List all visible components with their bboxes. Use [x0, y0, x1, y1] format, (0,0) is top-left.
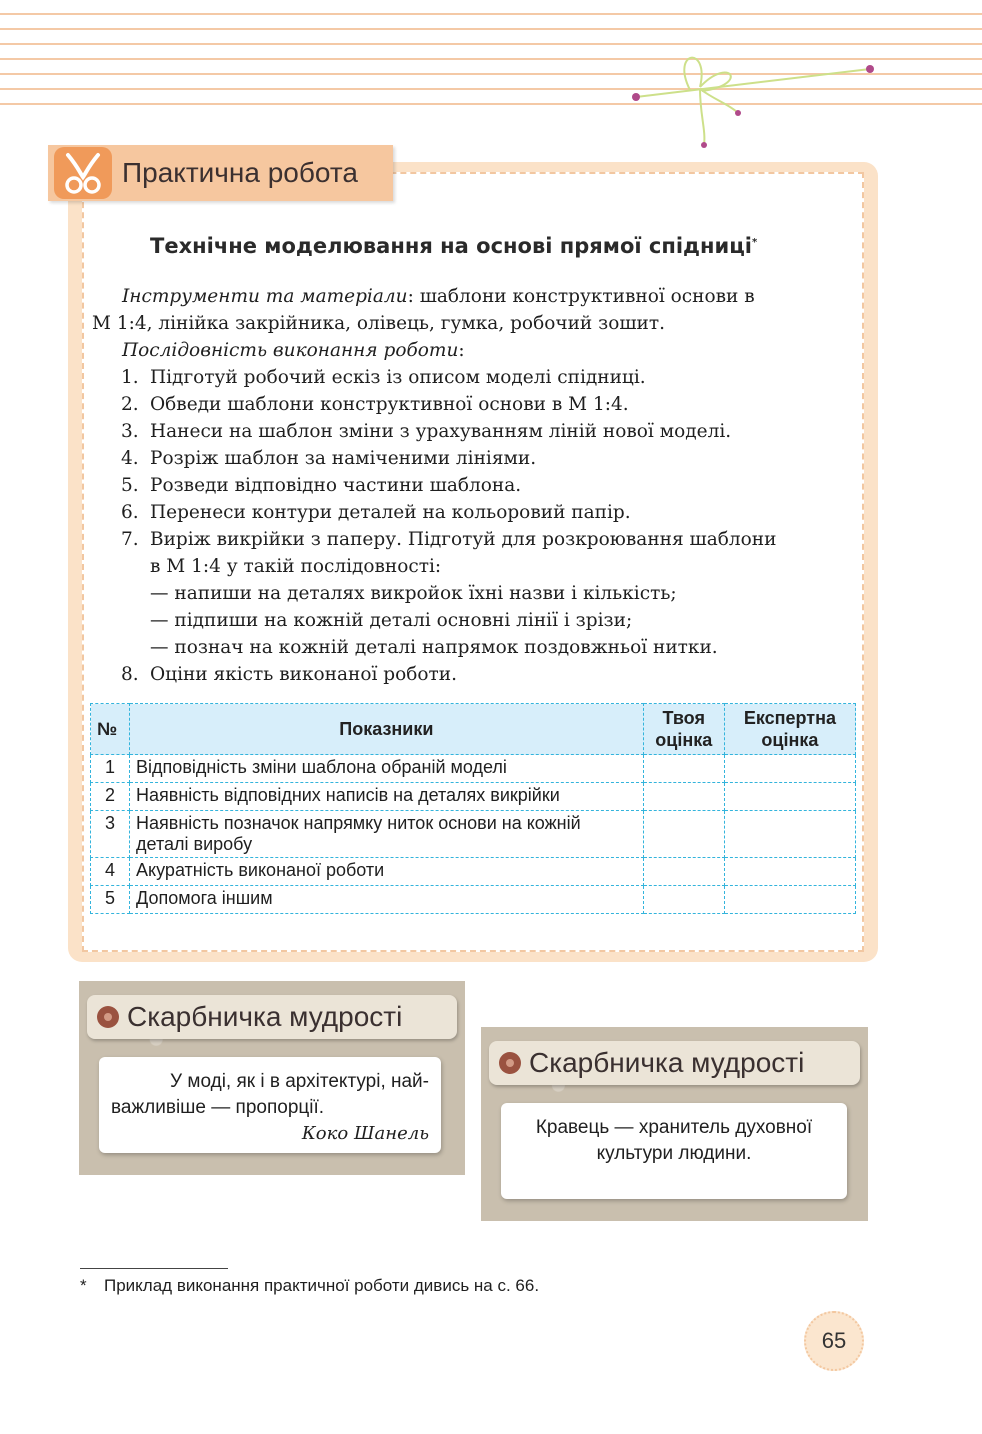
- page-number: 65: [804, 1311, 864, 1371]
- wisdom-quote-panel: [99, 1057, 441, 1153]
- step-number: 6.: [121, 502, 139, 523]
- own-score-cell[interactable]: [643, 811, 724, 858]
- expert-score-cell[interactable]: [724, 783, 855, 811]
- step-number: 5.: [121, 475, 139, 496]
- wisdom-card-title: Скарбничка мудрості: [127, 1001, 403, 1032]
- row-indicator: Наявність відповідних написів на деталях викрійки: [130, 783, 644, 811]
- section-title-text: Технічне моделювання на основі прямої спідниці: [150, 234, 752, 258]
- step-item: [92, 499, 858, 526]
- step-text: Нанеси на шаблон зміни з урахуванням ліній нової моделі.: [150, 421, 732, 442]
- step-item: [92, 445, 858, 472]
- tools-line-2: М 1:4, лінійка закрійника, олівець, гумка, робочий зошит.: [92, 313, 665, 334]
- row-number: 4: [91, 858, 130, 886]
- footnote-text: Приклад виконання практичної роботи дивись на с. 66.: [104, 1276, 540, 1295]
- tools-label: Інструменти та матеріали: [122, 286, 408, 307]
- row-indicator: Допомога іншим: [130, 886, 644, 914]
- step-text: Обведи шаблони конструктивної основи в М 1:4.: [150, 394, 629, 415]
- own-score-cell[interactable]: [643, 886, 724, 914]
- table-row: [91, 886, 856, 914]
- substep-item: — познач на кожній деталі напрямок поздовжньої нитки.: [150, 637, 718, 658]
- practical-work-title: Практична робота: [122, 157, 358, 188]
- expert-score-cell[interactable]: [724, 755, 855, 783]
- step-item: [92, 418, 858, 445]
- step-text: Оціни якість виконаної роботи.: [150, 664, 457, 685]
- wisdom-quote-panel: [501, 1103, 847, 1199]
- practical-work-header: [48, 145, 393, 201]
- step-text: Виріж викрійки з паперу. Підготуй для розкроювання шаблони: [150, 529, 777, 550]
- step-item: [92, 472, 858, 499]
- assessment-table: [90, 703, 856, 914]
- wisdom-card-header: [489, 1041, 860, 1085]
- table-row: [91, 755, 856, 783]
- quote-line: важливіше — пропорції.: [111, 1097, 325, 1118]
- row-indicator: Відповідність зміни шаблона обраній моделі: [130, 755, 644, 783]
- ribbon-bow-decoration: [630, 45, 890, 155]
- step-text: Перенеси контури деталей на кольоровий папір.: [150, 502, 631, 523]
- tools-line: [92, 283, 858, 310]
- wisdom-card: [481, 1027, 868, 1221]
- sequence-line: [92, 337, 858, 364]
- header-expert-score: Експертна оцінка: [724, 704, 855, 755]
- header-number: №: [91, 704, 130, 755]
- step-text: Розріж шаблон за наміченими лініями.: [150, 448, 537, 469]
- step-number: 3.: [121, 421, 139, 442]
- quote-author: Коко Шанель: [301, 1123, 429, 1144]
- row-number: 2: [91, 783, 130, 811]
- footnote: [80, 1276, 539, 1296]
- tools-text: : шаблони конструктивної основи в: [407, 286, 755, 307]
- row-indicator: Наявність позначок напрямку ниток основи на кожній деталі виробу: [130, 811, 644, 858]
- header-own-score: Твоя оцінка: [643, 704, 724, 755]
- step-item: [92, 364, 858, 391]
- table-row: [91, 783, 856, 811]
- header-indicators: Показники: [130, 704, 644, 755]
- footnote-star: *: [80, 1276, 87, 1295]
- quote-line: У моді, як і в архітектурі, най-: [170, 1071, 429, 1092]
- own-score-cell[interactable]: [643, 858, 724, 886]
- table-row: [91, 811, 856, 858]
- button-dot-icon: [499, 1052, 521, 1074]
- step-number: 2.: [121, 394, 139, 415]
- scissors-icon: [54, 147, 112, 199]
- wisdom-card-header: [87, 995, 457, 1039]
- section-title: [150, 234, 840, 258]
- step-number: 4.: [121, 448, 139, 469]
- step-text: Підготуй робочий ескіз із описом моделі спідниці.: [150, 367, 646, 388]
- row-number: 1: [91, 755, 130, 783]
- table-row: [91, 858, 856, 886]
- step-text: Розведи відповідно частини шаблона.: [150, 475, 522, 496]
- step-number: 8.: [121, 664, 139, 685]
- button-dot-icon: [97, 1006, 119, 1028]
- own-score-cell[interactable]: [643, 755, 724, 783]
- wisdom-card-title: Скарбничка мудрості: [529, 1047, 805, 1078]
- own-score-cell[interactable]: [643, 783, 724, 811]
- row-indicator: Акуратність виконаної роботи: [130, 858, 644, 886]
- footnote-marker: *: [752, 237, 758, 248]
- step-text-continued: в М 1:4 у такій послідовності:: [150, 556, 442, 577]
- step-number: 1.: [121, 367, 139, 388]
- expert-score-cell[interactable]: [724, 858, 855, 886]
- sequence-colon: :: [458, 340, 465, 361]
- step-number: 7.: [121, 529, 139, 550]
- row-number: 3: [91, 811, 130, 858]
- row-number: 5: [91, 886, 130, 914]
- quote-line: культури людини.: [596, 1143, 752, 1164]
- substep-item: — напиши на деталях викройок їхні назви і кількість;: [150, 583, 677, 604]
- sequence-label: Послідовність виконання роботи: [122, 340, 459, 361]
- wisdom-card: [79, 981, 465, 1175]
- step-item: [92, 661, 858, 688]
- expert-score-cell[interactable]: [724, 886, 855, 914]
- table-header-row: [91, 704, 856, 755]
- step-item: [92, 391, 858, 418]
- substep-item: — підпиши на кожній деталі основні лінії і зрізи;: [150, 610, 633, 631]
- instructions-body: [92, 283, 858, 688]
- footnote-divider: [80, 1268, 228, 1269]
- expert-score-cell[interactable]: [724, 811, 855, 858]
- step-item: [92, 526, 858, 553]
- quote-line: Кравець — хранитель духовної: [535, 1117, 813, 1138]
